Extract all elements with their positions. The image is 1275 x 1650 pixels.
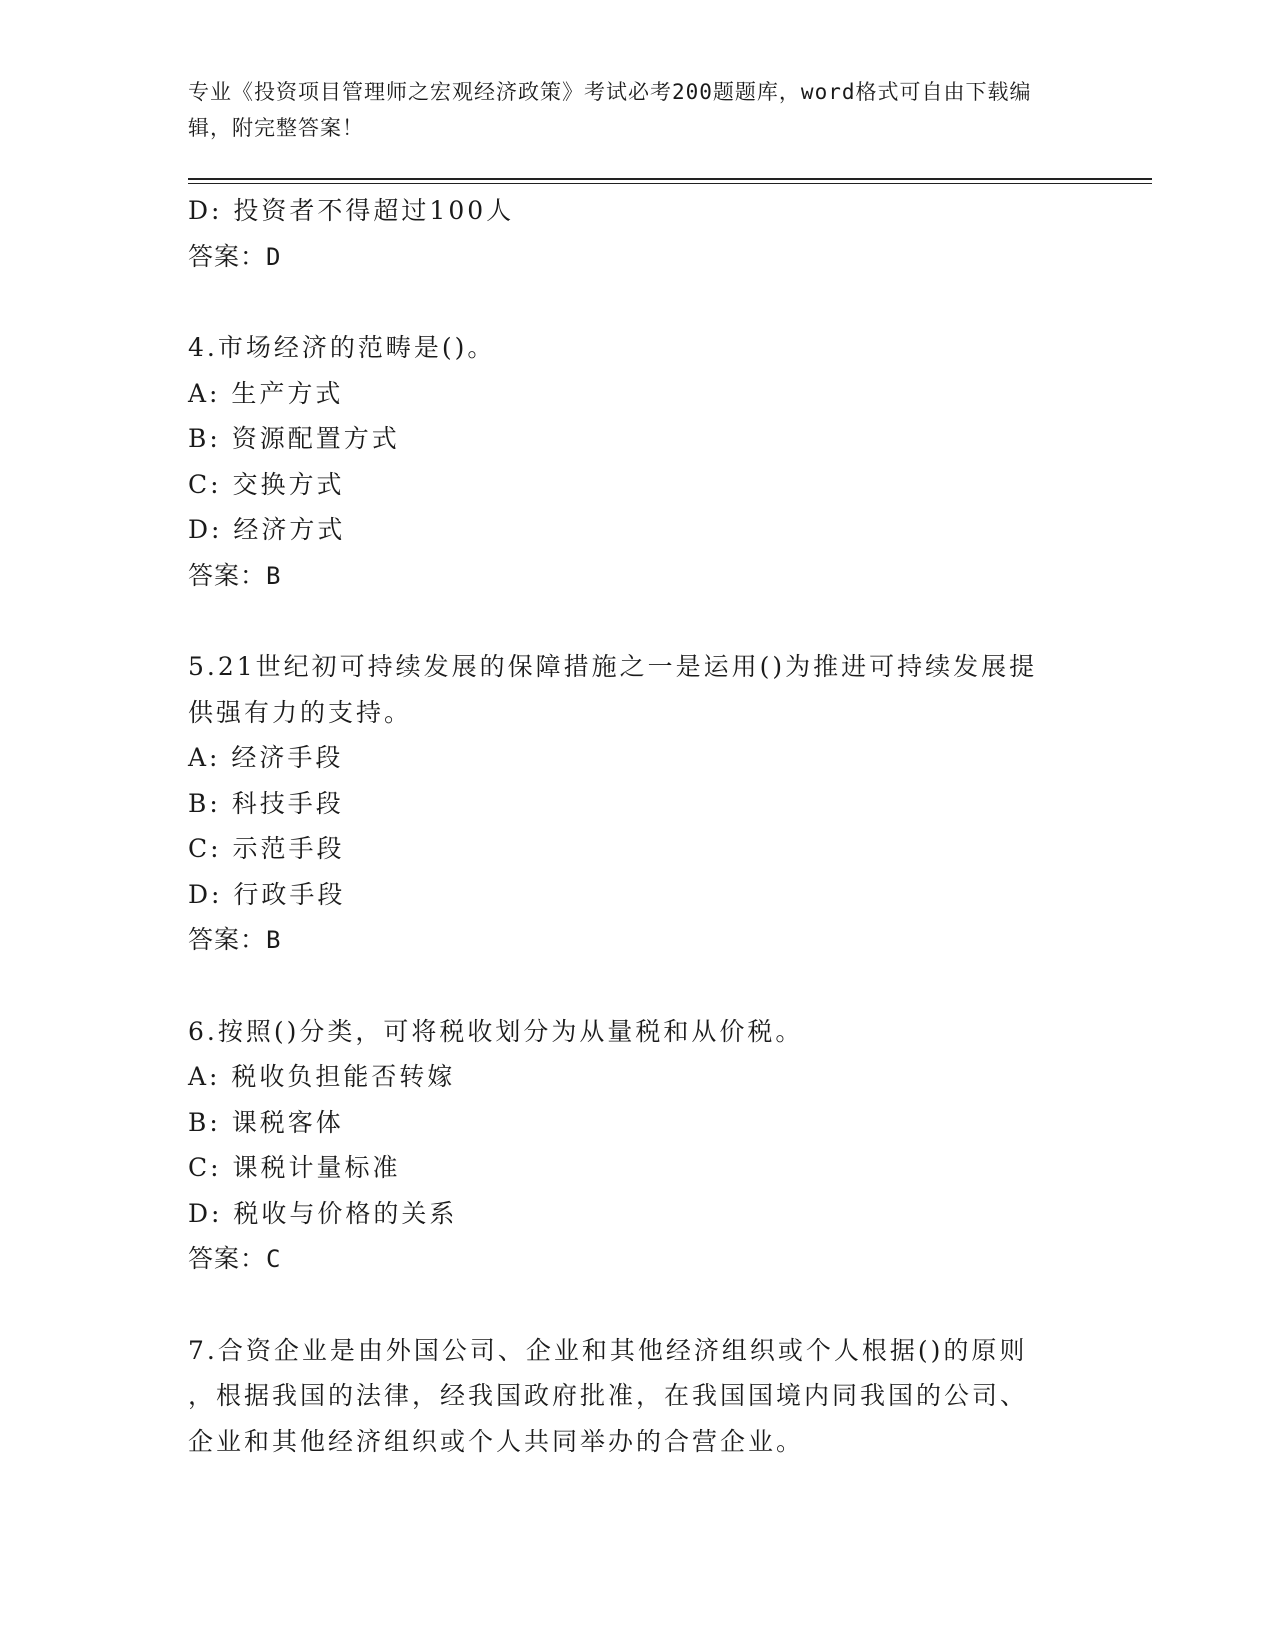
option-c: C: 交换方式 (188, 469, 345, 499)
option-b: B: 科技手段 (188, 788, 344, 818)
question-stem-line-2: ，根据我国的法律，经我国政府批准，在我国国境内同我国的公司、 (188, 1381, 1029, 1410)
question-stem-line-1: 7.合资企业是由外国公司、企业和其他经济组织或个人根据()的原则 (188, 1335, 1028, 1365)
question-stem: 4.市场经济的范畴是()。 (188, 333, 496, 362)
answer-label: 答案： (188, 241, 267, 271)
question-stem: 6.按照()分类，可将税收划分为从量税和从价税。 (188, 1016, 804, 1046)
answer-value: D (266, 242, 282, 271)
answer-value: B (266, 561, 282, 590)
header-rule-thick (188, 178, 1152, 180)
option-c: C: 课税计量标准 (188, 1153, 401, 1182)
question-stem-line-3: 企业和其他经济组织或个人共同举办的合营企业。 (188, 1426, 805, 1456)
question-4 (188, 325, 1068, 599)
option-d: D: 经济方式 (188, 515, 346, 544)
question-5 (188, 644, 1068, 964)
option-a: A: 税收负担能否转嫁 (188, 1062, 456, 1091)
option-a: A: 生产方式 (188, 378, 344, 408)
answer-line (188, 234, 1068, 281)
header-rule-thin (188, 183, 1152, 184)
option-b: B: 资源配置方式 (188, 424, 400, 453)
question-stem-line-2: 供强有力的支持。 (188, 697, 413, 727)
option-a: A: 经济手段 (188, 743, 344, 772)
question-7 (188, 1328, 1068, 1465)
answer-line (188, 917, 1068, 964)
answer-label: 答案： (188, 560, 267, 590)
option-d: D: 行政手段 (188, 879, 346, 909)
answer-line (188, 553, 1068, 600)
answer-line (188, 1236, 1068, 1283)
question-stem-line-1: 5.21世纪初可持续发展的保障措施之一是运用()为推进可持续发展提 (188, 652, 1038, 681)
answer-value: B (266, 926, 282, 954)
answer-value: C (266, 1245, 282, 1273)
option-b: B: 课税客体 (188, 1107, 344, 1137)
header-text: 专业《投资项目管理师之宏观经济政策》考试必考200题题库，word格式可自由下载编辑，附完整答案！ (188, 80, 1032, 140)
question-3-tail (188, 188, 1068, 280)
document-header (188, 74, 1068, 146)
option-d: D: 投资者不得超过100人 (188, 196, 515, 225)
answer-label: 答案： (188, 925, 267, 954)
question-6 (188, 1009, 1068, 1283)
option-c: C: 示范手段 (188, 834, 345, 863)
document-body (188, 188, 1068, 1464)
answer-label: 答案： (188, 1244, 267, 1273)
option-d: D: 税收与价格的关系 (188, 1198, 458, 1228)
